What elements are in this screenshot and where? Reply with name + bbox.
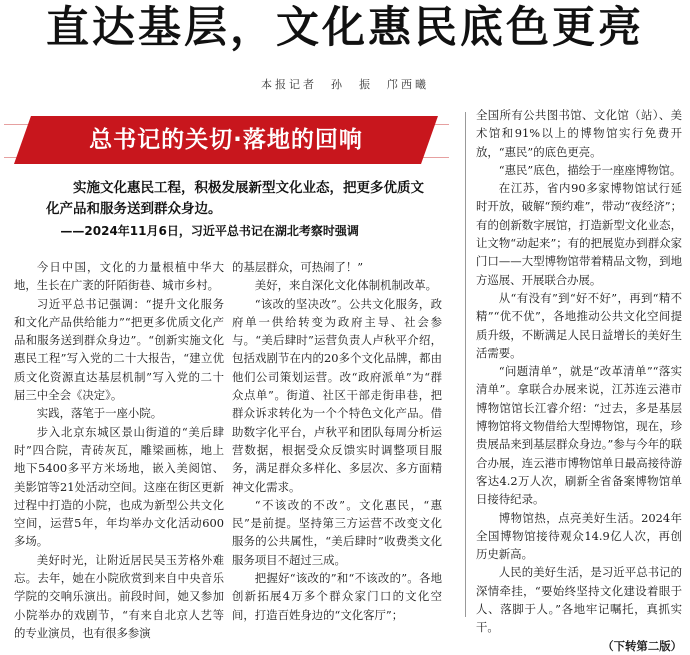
- paragraph: “该改的坚决改”。公共文化服务，政府单一供给转变为政府主导、社会参与。“美后肆时”运营负责人卢秋平介绍，包括戏剧节在内的20多个文化品牌，都由他们公司策划运营。改“政府派单”为“群众点单”。街道、社区干部走街串巷，把群众诉求转化为一个个特色文化产品。借助数字化平台，卢秋平和团队每周分析运营数据，根据受众反馈实时调整项目服务，满足群众多样化、多层次、多方面精神文化需求。: [232, 296, 442, 494]
- paragraph: 步入北京东城区景山街道的“美后肆时”四合院，青砖灰瓦，雕梁画栋，地上地下5400多平方米场地，嵌入美阅馆、美影馆等21处活动空间。这座在街区更新过程中打造的小院，也成为新型公共文化空间，运营5年，年均举办文化活动600多场。: [14, 424, 224, 549]
- column-divider: [465, 112, 466, 617]
- banner-title: 总书记的关切·落地的回响: [89, 127, 363, 153]
- quote-text: 实施文化惠民工程，积极发展新型文化业态，把更多优质文化产品和服务送到群众身边。: [46, 180, 424, 217]
- paragraph: 美好时光，让附近居民吴玉芳格外难忘。去年，她在小院欣赏到来自中央音乐学院的交响乐演出。前段时间，她又参加小院举办的戏剧节，“有来自北京人艺等的专业演员，也有很多参演: [14, 552, 224, 640]
- paragraph: 把握好“该改的”和“不该改的”。各地创新拓展4万多个群众家门口的文化空间，打造百姓身边的“文化客厅”；: [232, 571, 442, 622]
- paragraph: 人民的美好生活，是习近平总书记的深情牵挂，“要始终坚持文化建设着眼于人、落脚于人。”各地牢记嘱托，真抓实干。: [476, 565, 682, 635]
- paragraph: 从“有没有”到“好不好”，再到“精不精”“优不优”，各地推动公共文化空间提质升级，不断满足人民日益增长的美好生活需要。: [476, 290, 682, 360]
- headline: 直达基层，文化惠民底色更亮: [46, 3, 644, 53]
- paragraph: 实践，落笔于一座小院。: [36, 406, 163, 421]
- paragraph: “不该改的不改”。文化惠民，“惠民”是前提。坚持第三方运营不改变文化服务的公共属性，“美后肆时”收费类文化服务项目不超过三成。: [232, 497, 442, 567]
- column-1: [14, 258, 224, 642]
- paragraph: 的基层群众，可热闹了！”: [232, 260, 364, 274]
- section-banner: [14, 116, 438, 164]
- continued-note: （下转第二版）: [602, 638, 682, 653]
- paragraph: 全国所有公共图书馆、文化馆（站）、美术馆和91%以上的博物馆实行免费开放，“惠民”的底色更亮。: [476, 108, 682, 159]
- paragraph: “惠民”底色，描绘于一座座博物馆。: [498, 162, 682, 177]
- paragraph: 博物馆热，点亮美好生活。2024年全国博物馆接待观众14.9亿人次，再创历史新高。: [476, 510, 682, 562]
- paragraph: 今日中国，文化的力量根植中华大地，生长在广袤的阡陌街巷、城市乡村。: [14, 260, 224, 293]
- column-2: [232, 258, 442, 624]
- paragraph: 习近平总书记强调：“提升文化服务和文化产品供给能力”“把更多优质文化产品和服务送到群众身边”。“创新实施文化惠民工程”写入党的二十大报告，“建立优质文化资源直达基层机制”写入党的二十届三中全会《决定》。: [14, 296, 224, 403]
- byline: 本报记者 孙 振 邝西曦: [261, 78, 429, 91]
- paragraph: 美好，来自深化文化体制机制改革。: [254, 278, 438, 293]
- paragraph: “问题清单”，就是“改革清单”“落实清单”。拿联合办展来说，江苏连云港市博物馆馆长江睿介绍：“过去，多是基层博物馆将文物借给大型博物馆，现在，珍贵展品来到基层群众身边。”参与今年的联合办展，连云港市博物馆单日最高接待游客达4.2万人次，刷新全省备案博物馆单日接待纪录。: [476, 364, 682, 507]
- quote-source: ——2024年11月6日，习近平总书记在湖北考察时强调: [60, 224, 359, 238]
- column-3: [476, 106, 682, 655]
- paragraph: 在江苏，省内90多家博物馆试行延时开放，破解“预约难”，带动“夜经济”；有的创新数字展馆，打造新型文化业态，让文物“动起来”；有的把展览办到群众家门口——大型博物馆带着精品文物，到地方巡展、开展联合办展。: [476, 181, 682, 287]
- lead-quote: [46, 178, 436, 242]
